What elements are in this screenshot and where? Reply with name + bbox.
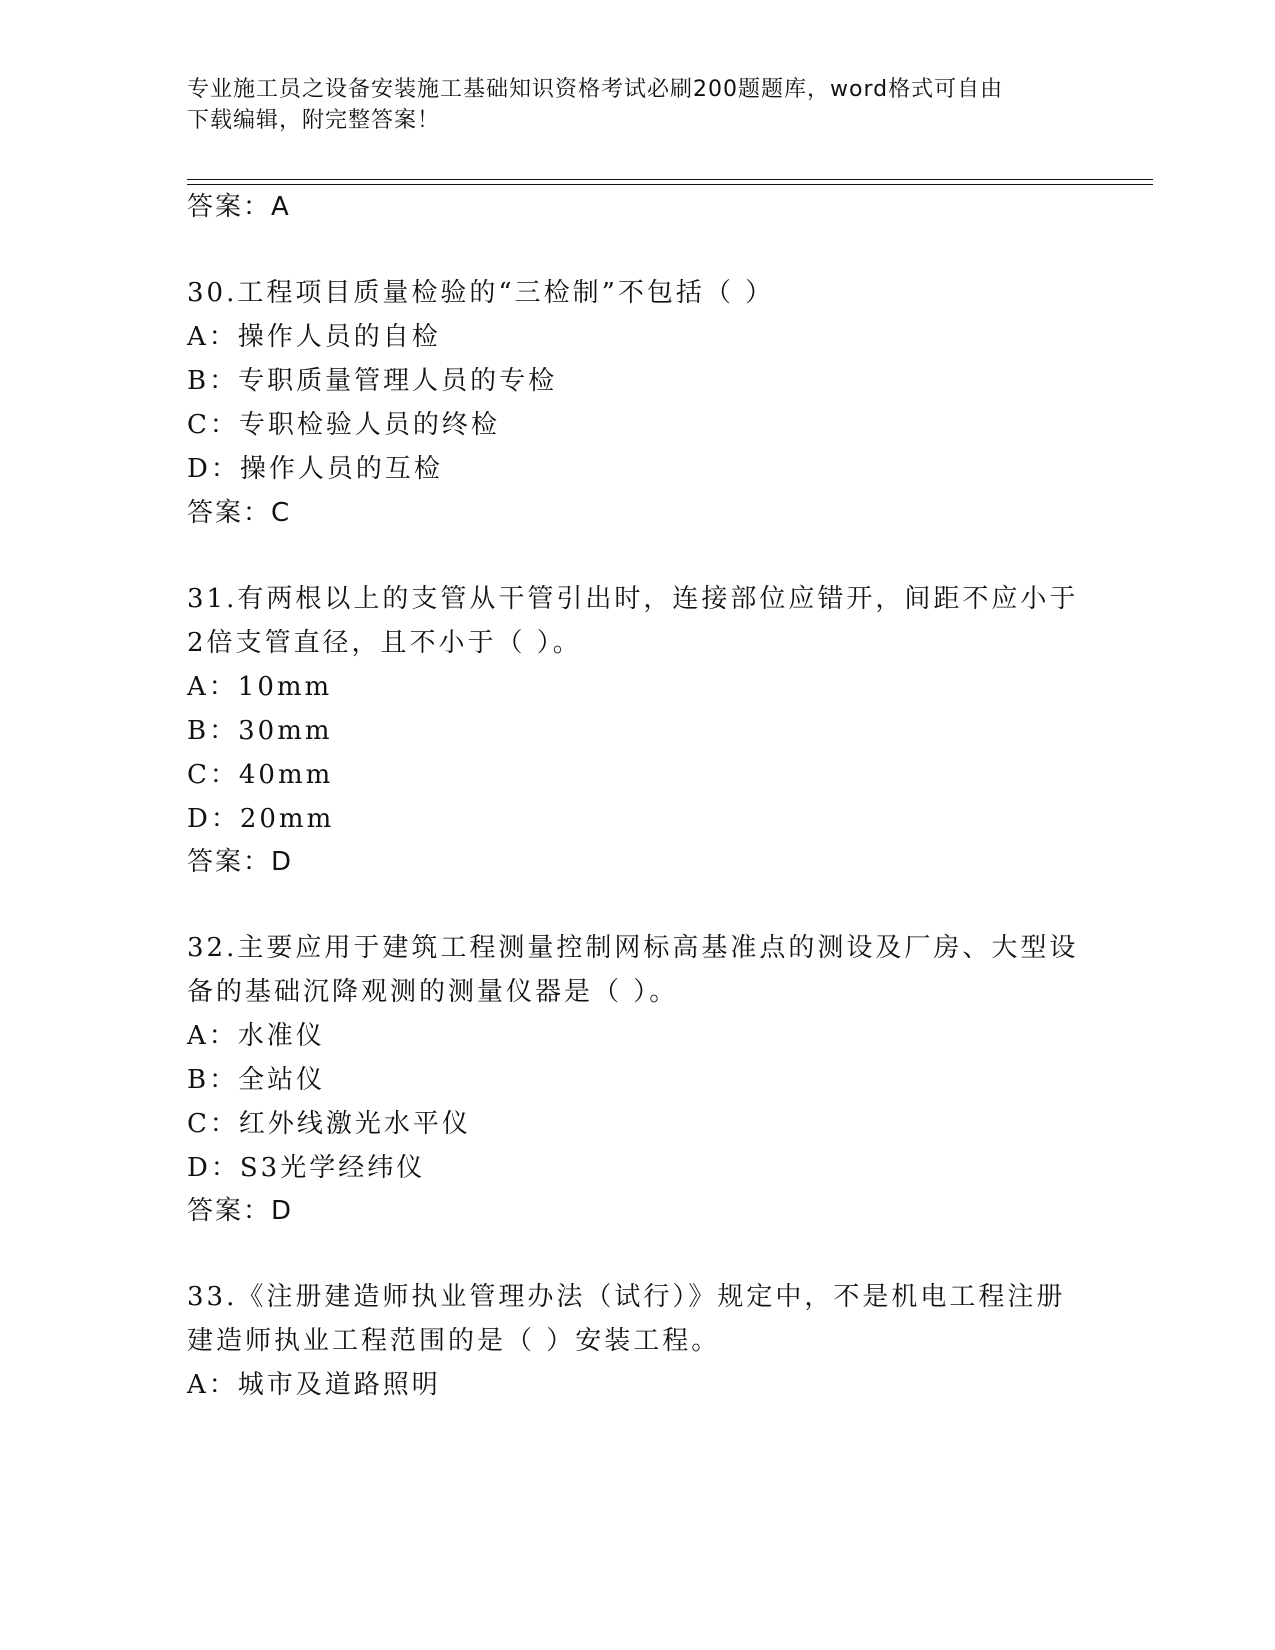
answer-line: 答案：C: [187, 498, 292, 528]
option-c: C：专职检验人员的终检: [187, 410, 500, 440]
header-line-1: 专业施工员之设备安装施工基础知识资格考试必刷200题题库，word格式可自由: [187, 77, 1004, 102]
document-header: [187, 74, 1067, 136]
option-c: C：红外线激光水平仪: [187, 1109, 471, 1139]
header-divider-top: [187, 179, 1153, 180]
option-a: A：10mm: [187, 672, 333, 702]
option-b: B：30mm: [187, 716, 333, 746]
question-stem: 30.工程项目质量检验的“三检制”不包括（ ）: [187, 278, 775, 308]
question-stem-continued: 建造师执业工程范围的是（ ）安装工程。: [187, 1326, 721, 1356]
question-stem-continued: 备的基础沉降观测的测量仪器是（ ）。: [187, 977, 679, 1007]
question-stem: 31.有两根以上的支管从干管引出时，连接部位应错开，间距不应小于: [187, 584, 1079, 614]
answer-line: 答案：D: [187, 847, 294, 877]
answer-line: 答案：A: [187, 192, 291, 222]
option-a: A：水准仪: [187, 1021, 325, 1051]
option-a: A：操作人员的自检: [187, 322, 441, 352]
question-stem-continued: 2倍支管直径，且不小于（ ）。: [187, 628, 582, 658]
option-d: D：S3光学经纬仪: [187, 1153, 426, 1183]
option-c: C：40mm: [187, 760, 334, 790]
option-b: B：全站仪: [187, 1065, 326, 1095]
option-d: D：操作人员的互检: [187, 454, 443, 484]
option-a: A：城市及道路照明: [187, 1370, 441, 1400]
answer-line: 答案：D: [187, 1196, 294, 1226]
question-stem: 32.主要应用于建筑工程测量控制网标高基准点的测设及厂房、大型设: [187, 933, 1079, 963]
question-stem: 33.《注册建造师执业管理办法（试行）》规定中，不是机电工程注册: [187, 1282, 1066, 1312]
header-line-2: 下载编辑，附完整答案！: [187, 108, 441, 133]
header-divider-bottom: [187, 184, 1153, 185]
option-d: D：20mm: [187, 804, 335, 834]
option-b: B：专职质量管理人员的专检: [187, 366, 558, 396]
